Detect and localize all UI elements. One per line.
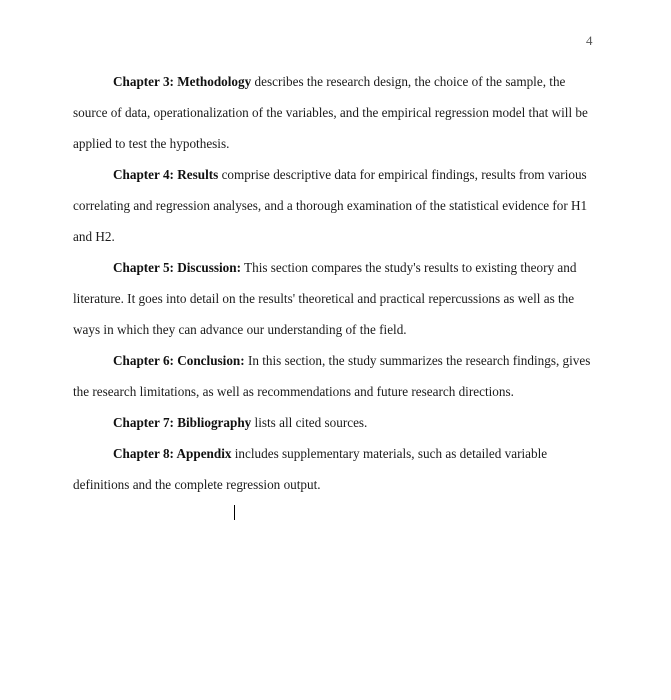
paragraph-chapter-4 bbox=[73, 159, 595, 252]
chapter-heading: Chapter 6: Conclusion: bbox=[113, 353, 245, 368]
document-body[interactable] bbox=[73, 66, 595, 500]
chapter-heading: Chapter 3: Methodology bbox=[113, 74, 252, 89]
paragraph-text: includes supplementary materials, such as detailed variable definitions and the complete regression output. bbox=[73, 446, 548, 492]
paragraph-chapter-5 bbox=[73, 252, 595, 345]
chapter-heading: Chapter 8: Appendix bbox=[113, 446, 232, 461]
paragraph-text: comprise descriptive data for empirical findings, results from various correlating and regression analyses, and a thorough examination of the statistical evidence for H1 and H2. bbox=[73, 167, 588, 244]
paragraph-chapter-6 bbox=[73, 345, 595, 407]
chapter-heading: Chapter 4: Results bbox=[113, 167, 219, 182]
text-cursor bbox=[234, 505, 235, 520]
paragraph-text: describes the research design, the choice of the sample, the source of data, operationalization of the variables, and the empirical regression model that will be applied to test the hypothesis. bbox=[73, 74, 588, 151]
page-number: 4 bbox=[586, 33, 593, 48]
paragraph-text: In this section, the study summarizes the research findings, gives the research limitations, as well as recommendations and future research directions. bbox=[73, 353, 591, 399]
paragraph-text: lists all cited sources. bbox=[251, 415, 368, 430]
paragraph-text: This section compares the study's results to existing theory and literature. It goes into detail on the results' theoretical and practical repercussions as well as the ways in which they can advance our understanding of the field. bbox=[73, 260, 577, 337]
paragraph-chapter-3 bbox=[73, 66, 595, 159]
paragraph-chapter-7 bbox=[73, 407, 595, 438]
chapter-heading: Chapter 7: Bibliography bbox=[113, 415, 252, 430]
chapter-heading: Chapter 5: Discussion: bbox=[113, 260, 241, 275]
paragraph-chapter-8 bbox=[73, 438, 595, 500]
